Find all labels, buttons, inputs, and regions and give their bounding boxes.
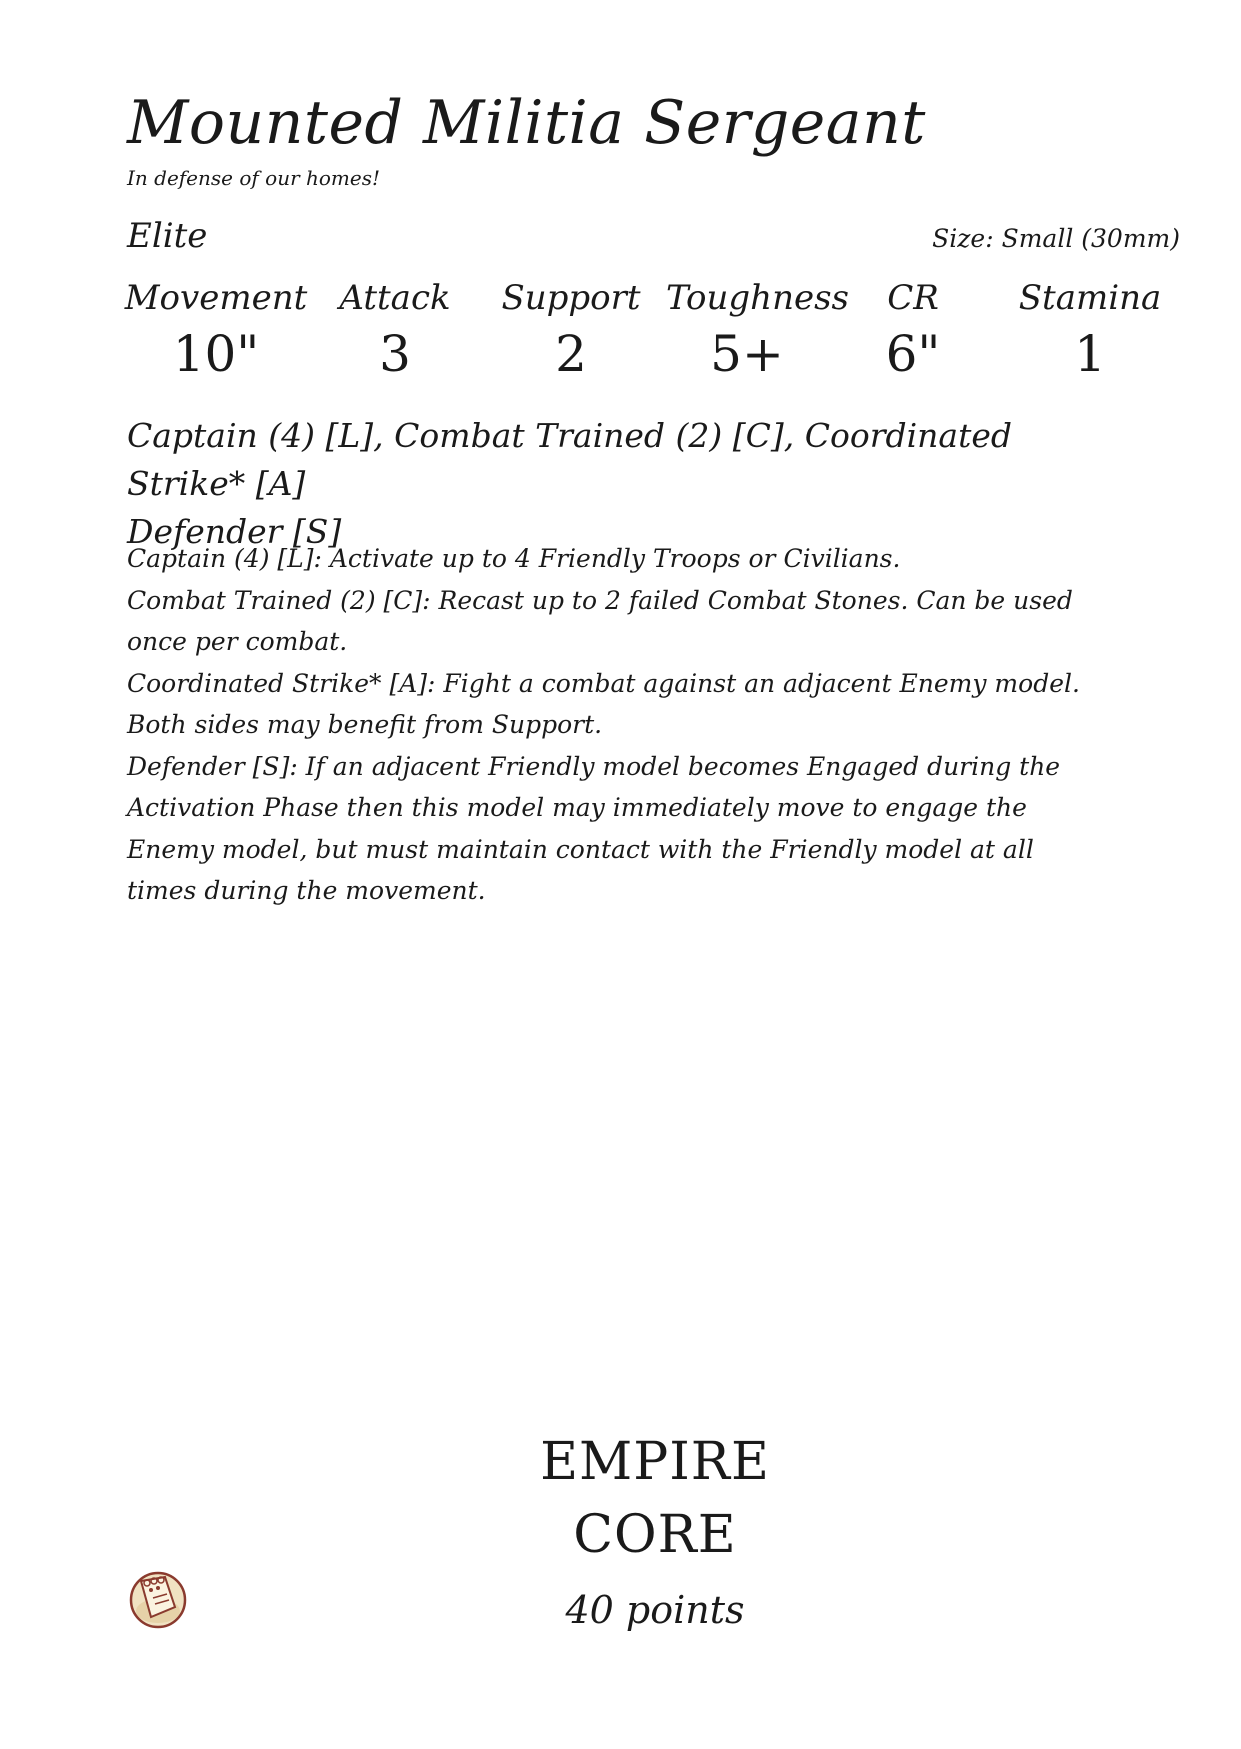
- stat-label: Attack: [339, 278, 451, 318]
- stat-value: 2: [555, 325, 587, 383]
- rule-captain: Captain (4) [L]: Activate up to 4 Friendly Troops or Civilians.: [127, 544, 901, 573]
- abilities-line: Captain (4) [L], Combat Trained (2) [C], Coordinated Strike* [A]: [127, 416, 1013, 503]
- unit-tagline: In defense of our homes!: [127, 166, 381, 190]
- stat-value: 3: [379, 325, 411, 383]
- stat-label: Movement: [124, 278, 308, 318]
- stat-label: Support: [501, 278, 641, 318]
- stat-attack: [314, 276, 476, 384]
- stat-support: [476, 276, 666, 384]
- stat-value: 5+: [710, 325, 784, 383]
- rule-defender: Defender [S]: If an adjacent Friendly model becomes Engaged during the Activation Phase then this model may immediately move to engage the Enemy model, but must maintain contact with the Friendly model at all times during the movement.: [127, 751, 1061, 905]
- scroll-seal-icon: [127, 1567, 189, 1629]
- unit-title: Mounted Militia Sergeant: [127, 88, 926, 158]
- rule-combat-trained: Combat Trained (2) [C]: Recast up to 2 failed Combat Stones. Can be used once per combat.: [127, 585, 1073, 656]
- stat-label: CR: [887, 278, 939, 318]
- stat-label: Toughness: [666, 278, 849, 318]
- unit-size: Size: Small (30mm): [932, 224, 1180, 253]
- rule-coordinated-strike: Coordinated Strike* [A]: Fight a combat against an adjacent Enemy model. Both sides may benefit from Support.: [127, 668, 1080, 739]
- stat-movement: [118, 276, 314, 384]
- stat-block: [118, 276, 1182, 384]
- stat-value: 1: [1074, 325, 1106, 383]
- stat-value: 10": [172, 325, 260, 383]
- stat-cr: [828, 276, 998, 384]
- faction-category: CORE: [573, 1505, 737, 1565]
- faction-name: EMPIRE: [540, 1432, 770, 1492]
- stat-value: 6": [885, 325, 941, 383]
- stat-toughness: [666, 276, 849, 384]
- abilities-summary: [127, 412, 1127, 556]
- abilities-line: Defender [S]: [127, 512, 342, 551]
- unit-rank: Elite: [127, 216, 208, 256]
- rules-text: [127, 538, 1087, 912]
- stat-stamina: [998, 276, 1182, 384]
- points-cost: 40 points: [565, 1588, 745, 1632]
- stat-label: Stamina: [1018, 278, 1162, 318]
